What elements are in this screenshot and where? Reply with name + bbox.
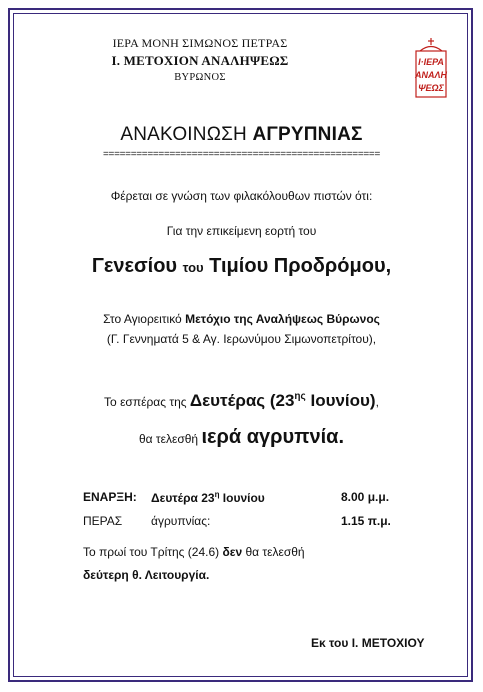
start-sup: η <box>214 490 220 499</box>
feast-word-2: του <box>182 260 204 275</box>
evening-line <box>0 392 483 409</box>
location-name: ΒΥΡΩΝΟΣ <box>174 72 226 83</box>
evening-day <box>190 391 376 410</box>
note-line-1 <box>83 546 305 558</box>
location-prefix: Στο Αγιορειτικό <box>103 312 182 326</box>
end-time: 1.15 π.μ. <box>341 514 391 528</box>
seal-text-1: Ι·ΙΕΡΑ <box>418 57 444 67</box>
title-part-1: ΑΝΑΚΟΙΝΩΣΗ <box>120 124 247 145</box>
title-underline: ================================================== <box>103 149 380 160</box>
feast-word-1: Γενεσίου <box>91 255 178 277</box>
start-time: 8.00 μ.μ. <box>341 490 390 504</box>
vigil-dot: . <box>338 426 345 448</box>
end-desc: άγρυπνίας: <box>151 514 211 528</box>
note-part-1: Το πρωί του Τρίτης (24.6) <box>83 545 220 559</box>
feast-intro: Για την επικείμενη εορτή του <box>166 224 317 238</box>
signature: Εκ του Ι. ΜΕΤΟΧΙΟΥ <box>311 636 425 650</box>
evening-month: Ιουνίου) <box>310 391 376 410</box>
seal-text-2: ΑΝΑΛΗ <box>414 70 448 80</box>
evening-sup: ης <box>294 391 306 402</box>
title-part-2: ΑΓΡΥΠΝΙΑΣ <box>252 124 363 145</box>
feast-word-3: Τιμίου Προδρόμου, <box>209 255 392 277</box>
note-part-2: θα τελεσθή <box>245 545 305 559</box>
evening-day-text: Δευτέρας (23 <box>189 391 295 410</box>
start-date <box>151 491 265 504</box>
seal-logo <box>410 37 452 99</box>
metochion-name: Ι. ΜΕΤΟΧΙΟΝ ΑΝΑΛΗΨΕΩΣ <box>111 53 289 68</box>
address-line: (Γ. Γεννηματά 5 & Αγ. Ιερωνύμου Σιμωνοπετρίτου), <box>106 332 377 346</box>
feast-name <box>0 256 483 276</box>
note-line-2: δεύτερη θ. Λειτουργία. <box>83 568 210 582</box>
start-label: ΕΝΑΡΞΗ: <box>83 490 137 504</box>
letterhead <box>20 36 380 83</box>
location-name-bold: Μετόχιο της Αναλήψεως Βύρωνος <box>185 312 380 326</box>
seal-text-3: ΨΕΩΣ <box>418 83 444 93</box>
note-bold: δεν <box>222 545 243 559</box>
evening-prefix: Το εσπέρας της <box>104 395 187 409</box>
end-label: ΠΕΡΑΣ <box>83 514 123 528</box>
intro-text: Φέρεται σε γνώση των φιλακόλουθων πιστών ότι: <box>110 189 373 203</box>
location-line <box>0 313 483 325</box>
church-seal-icon <box>410 37 452 99</box>
vigil-main: ιερά αγρυπνία <box>201 426 339 448</box>
evening-comma: , <box>375 395 379 409</box>
vigil-line <box>0 427 483 447</box>
start-day: Δευτέρα 23 <box>151 491 215 505</box>
start-month: Ιουνίου <box>222 491 265 505</box>
monastery-name: ΙΕΡΑ ΜΟΝΗ ΣΙΜΩΝΟΣ ΠΕΤΡΑΣ <box>112 36 288 50</box>
vigil-prefix: θα τελεσθή <box>138 432 199 446</box>
announcement-title <box>0 124 483 146</box>
